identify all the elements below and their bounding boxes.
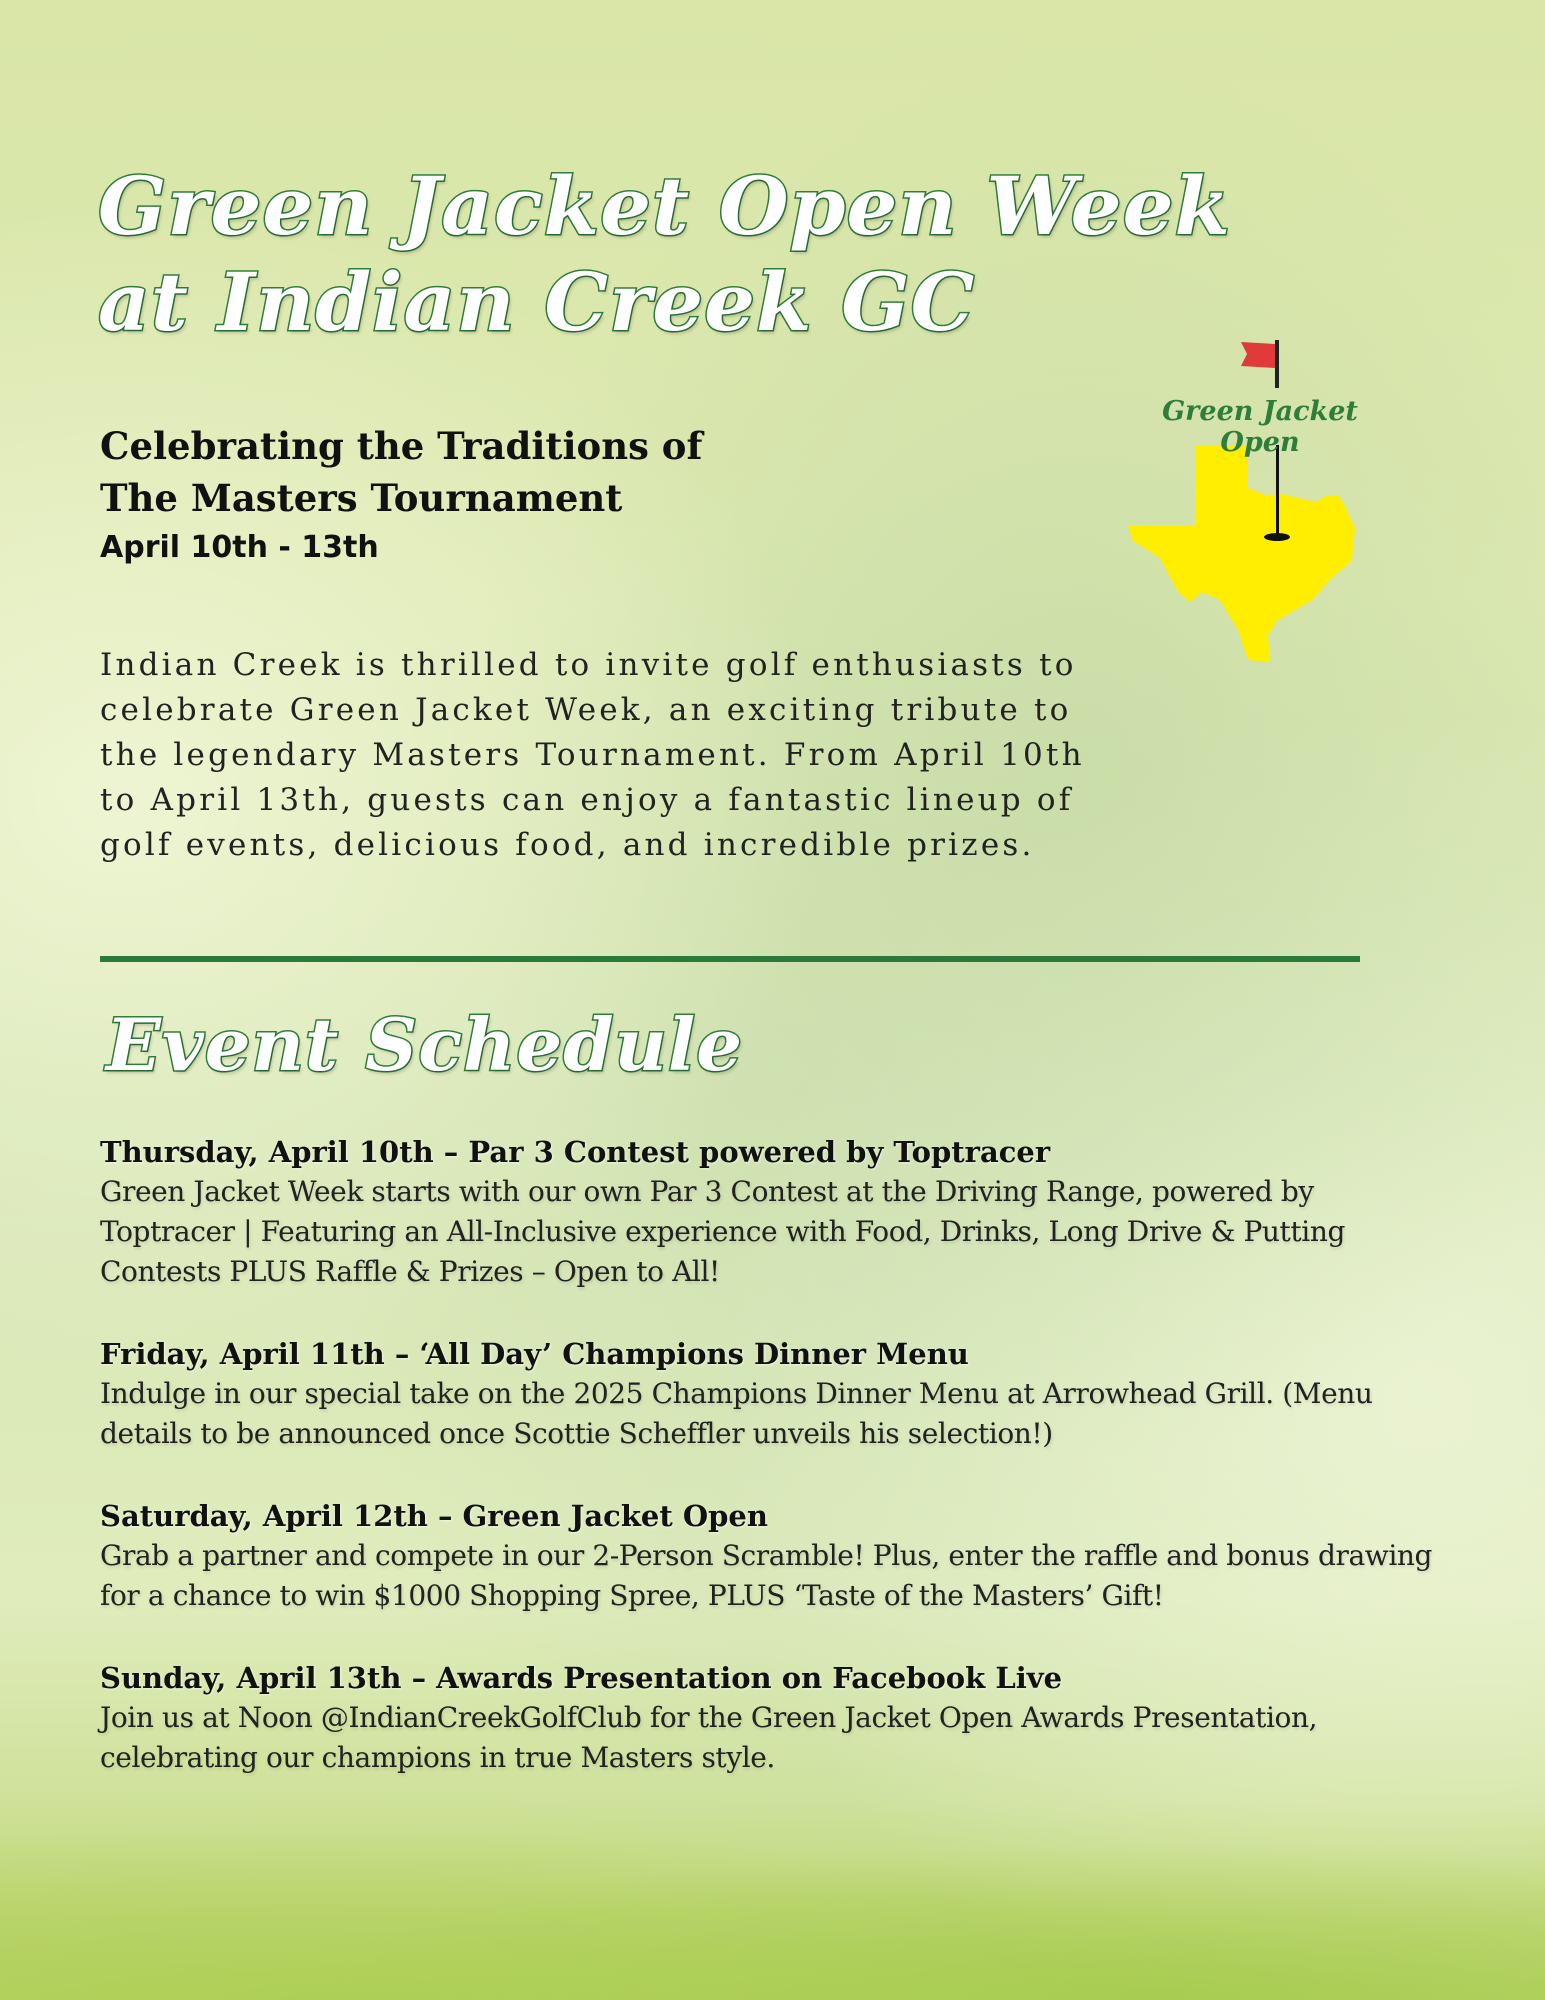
schedule-title: Event Schedule [106,1002,744,1087]
section-divider [100,956,1360,962]
event-thursday [100,1132,1440,1292]
page-title-line-1: Green Jacket Open Week [98,159,1231,253]
subtitle-line-1: Celebrating the Traditions of [100,424,703,468]
subtitle [100,420,702,524]
event-heading: Sunday, April 13th – Awards Presentation on Facebook Live [100,1661,1063,1695]
event-description: Indulge in our special take on the 2025 Champions Dinner Menu at Arrowhead Grill. (Menu details to be announced once Scottie Scheffler unveils his selection!) [100,1377,1373,1450]
event-friday [100,1334,1440,1454]
event-sunday [100,1658,1440,1778]
page-title [98,158,1231,350]
event-heading: Saturday, April 12th – Green Jacket Open [100,1499,768,1533]
logo-text: Green Jacket Open [1162,396,1358,458]
event-saturday [100,1496,1440,1616]
event-heading: Friday, April 11th – ‘All Day’ Champions Dinner Menu [100,1337,969,1371]
event-description: Grab a partner and compete in our 2-Person Scramble! Plus, enter the raffle and bonus drawing for a chance to win $1000 Shopping Spree, PLUS ‘Taste of the Masters’ Gift! [100,1539,1433,1612]
subtitle-line-2: The Masters Tournament [100,476,623,520]
grass-background [0,1800,1545,2000]
page-title-line-2: at Indian Creek GC [98,255,976,349]
event-list [100,1132,1440,1820]
event-description: Join us at Noon @IndianCreekGolfClub for the Green Jacket Open Awards Presentation, celebrating our champions in true Masters style. [100,1701,1318,1774]
intro-paragraph: Indian Creek is thrilled to invite golf enthusiasts to celebrate Green Jacket Week, an exciting tribute to the legendary Masters Tournament. From April 10th to April 13th, guests can enjoy a fantastic lineup of golf events, delicious food, and incredible prizes. [100,647,1085,863]
event-description: Green Jacket Week starts with our own Par 3 Contest at the Driving Range, powered by Toptracer | Featuring an All-Inclusive experience with Food, Drinks, Long Drive & Putting Contests PLUS Raffle & Prizes – Open to All! [100,1175,1345,1288]
event-heading: Thursday, April 10th – Par 3 Contest powered by Toptracer [100,1135,1051,1169]
green-jacket-open-logo [1120,330,1400,670]
event-dates: April 10th - 13th [100,530,379,565]
texas-flag-pin-icon [1120,330,1400,670]
